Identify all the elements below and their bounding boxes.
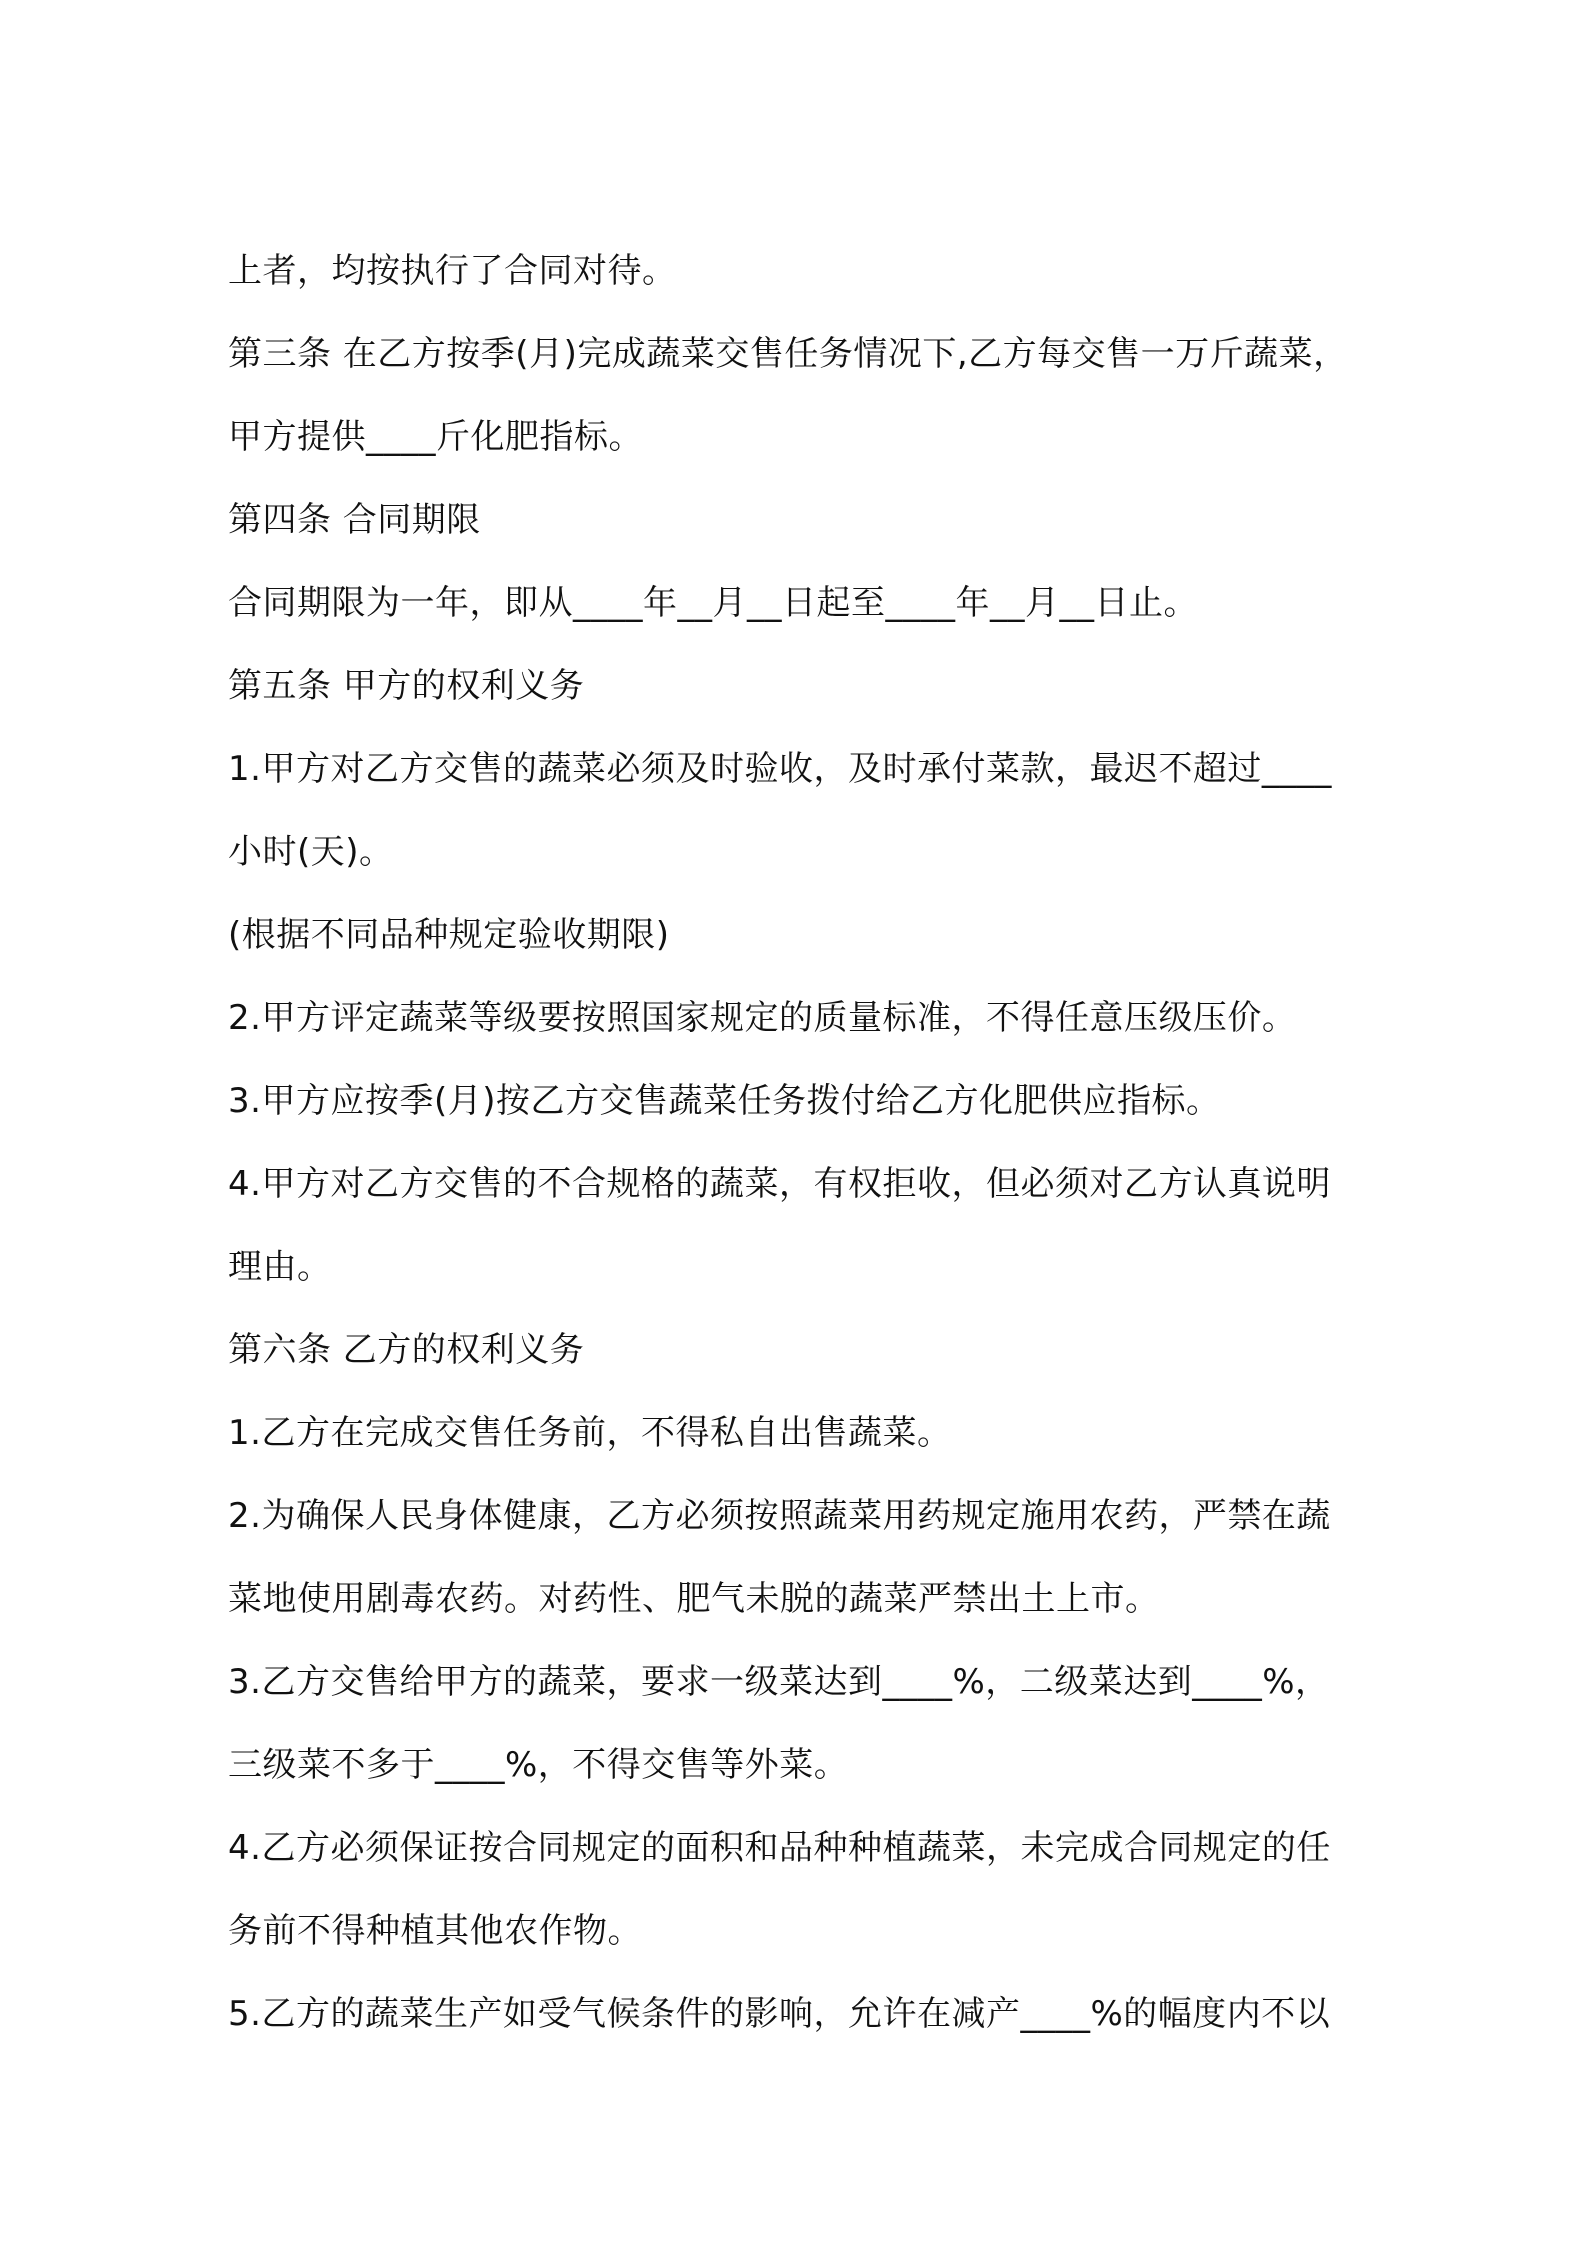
text-line: (根据不同品种规定验收期限)	[228, 915, 670, 955]
text-line: 理由。	[228, 1247, 332, 1287]
text-line: 三级菜不多于____%，不得交售等外菜。	[228, 1745, 849, 1785]
text-line: 小时(天)。	[228, 832, 394, 872]
text-line: 菜地使用剧毒农药。对药性、肥气未脱的蔬菜严禁出土上市。	[228, 1579, 1160, 1619]
text-line: 合同期限为一年，即从____年__月__日起至____年__月__日止。	[228, 583, 1198, 623]
text-line: 1.甲方对乙方交售的蔬菜必须及时验收，及时承付菜款，最迟不超过____	[228, 749, 1332, 789]
text-line: 上者，均按执行了合同对待。	[228, 251, 677, 291]
text-line: 3.乙方交售给甲方的蔬菜，要求一级菜达到____%，二级菜达到____%，	[228, 1662, 1330, 1702]
text-line: 2.为确保人民身体健康，乙方必须按照蔬菜用药规定施用农药，严禁在蔬	[228, 1496, 1331, 1536]
article-5-heading: 第五条 甲方的权利义务	[228, 666, 585, 706]
text-line: 甲方提供____斤化肥指标。	[228, 417, 643, 457]
text-line: 4.乙方必须保证按合同规定的面积和品种种植蔬菜，未完成合同规定的任	[228, 1828, 1331, 1868]
contract-text-body	[228, 230, 1438, 2056]
text-line: 3.甲方应按季(月)按乙方交售蔬菜任务拨付给乙方化肥供应指标。	[228, 1081, 1221, 1121]
text-line: 务前不得种植其他农作物。	[228, 1911, 642, 1951]
article-4-heading: 第四条 合同期限	[228, 500, 481, 540]
text-line: 5.乙方的蔬菜生产如受气候条件的影响，允许在减产____%的幅度内不以	[228, 1994, 1331, 2034]
text-line: 2.甲方评定蔬菜等级要按照国家规定的质量标准，不得任意压级压价。	[228, 998, 1297, 1038]
text-line: 1.乙方在完成交售任务前，不得私自出售蔬菜。	[228, 1413, 952, 1453]
article-6-heading: 第六条 乙方的权利义务	[228, 1330, 585, 1370]
article-3-heading-line: 第三条 在乙方按季(月)完成蔬菜交售任务情况下,乙方每交售一万斤蔬菜，	[228, 334, 1348, 374]
text-line: 4.甲方对乙方交售的不合规格的蔬菜，有权拒收，但必须对乙方认真说明	[228, 1164, 1331, 1204]
